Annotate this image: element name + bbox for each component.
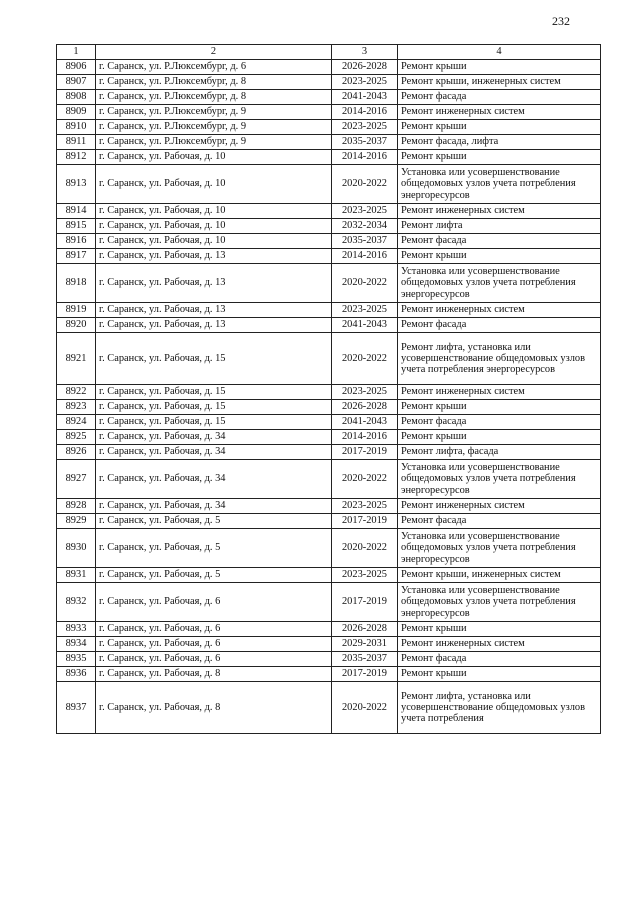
row-address: г. Саранск, ул. Рабочая, д. 34	[96, 460, 332, 499]
row-work-type: Ремонт инженерных систем	[398, 105, 601, 120]
row-number: 8914	[57, 204, 96, 219]
row-number: 8935	[57, 652, 96, 667]
row-number: 8927	[57, 460, 96, 499]
row-period: 2035-2037	[332, 234, 398, 249]
table-row	[57, 583, 601, 622]
row-period: 2041-2043	[332, 90, 398, 105]
table-row	[57, 637, 601, 652]
row-number: 8925	[57, 430, 96, 445]
row-period: 2023-2025	[332, 75, 398, 90]
row-work-type: Установка или усовершенствование общедомовых узлов учета потребления энергоресурсов	[398, 165, 601, 204]
row-work-type: Установка или усовершенствование общедомовых узлов учета потребления энергоресурсов	[398, 460, 601, 499]
row-work-type: Ремонт инженерных систем	[398, 385, 601, 400]
row-work-type: Установка или усовершенствование общедомовых узлов учета потребления энергоресурсов	[398, 264, 601, 303]
row-work-type: Ремонт лифта, установка или усовершенствование общедомовых узлов учета потребления энергоресурсов	[398, 333, 601, 385]
row-address: г. Саранск, ул. Рабочая, д. 8	[96, 682, 332, 734]
table-row	[57, 333, 601, 385]
row-address: г. Саранск, ул. Р.Люксембург, д. 8	[96, 75, 332, 90]
row-work-type: Ремонт крыши	[398, 150, 601, 165]
row-period: 2035-2037	[332, 135, 398, 150]
row-number: 8934	[57, 637, 96, 652]
row-work-type: Ремонт крыши, инженерных систем	[398, 568, 601, 583]
row-work-type: Ремонт фасада, лифта	[398, 135, 601, 150]
row-number: 8931	[57, 568, 96, 583]
row-address: г. Саранск, ул. Рабочая, д. 10	[96, 219, 332, 234]
row-work-type: Ремонт крыши	[398, 60, 601, 75]
row-work-type: Ремонт фасада	[398, 652, 601, 667]
row-number: 8908	[57, 90, 96, 105]
row-work-type: Ремонт крыши	[398, 120, 601, 135]
table-row	[57, 318, 601, 333]
row-address: г. Саранск, ул. Рабочая, д. 13	[96, 318, 332, 333]
row-work-type: Ремонт лифта, фасада	[398, 445, 601, 460]
row-work-type: Ремонт фасада	[398, 90, 601, 105]
table-row	[57, 622, 601, 637]
row-period: 2014-2016	[332, 249, 398, 264]
row-work-type: Ремонт лифта, установка или усовершенствование общедомовых узлов учета потребления	[398, 682, 601, 734]
row-period: 2017-2019	[332, 514, 398, 529]
column-header-address: 2	[96, 45, 332, 60]
row-work-type: Ремонт фасада	[398, 514, 601, 529]
row-work-type: Ремонт крыши	[398, 622, 601, 637]
table-row	[57, 667, 601, 682]
row-number: 8906	[57, 60, 96, 75]
row-number: 8930	[57, 529, 96, 568]
row-work-type: Ремонт крыши	[398, 667, 601, 682]
works-table	[56, 44, 601, 734]
row-period: 2020-2022	[332, 460, 398, 499]
row-period: 2041-2043	[332, 318, 398, 333]
page-number: 232	[552, 14, 570, 28]
row-address: г. Саранск, ул. Рабочая, д. 13	[96, 303, 332, 318]
row-address: г. Саранск, ул. Рабочая, д. 15	[96, 385, 332, 400]
row-number: 8933	[57, 622, 96, 637]
row-address: г. Саранск, ул. Рабочая, д. 34	[96, 445, 332, 460]
row-work-type: Ремонт инженерных систем	[398, 204, 601, 219]
row-number: 8926	[57, 445, 96, 460]
row-number: 8911	[57, 135, 96, 150]
row-period: 2017-2019	[332, 667, 398, 682]
table-row	[57, 90, 601, 105]
row-work-type: Ремонт инженерных систем	[398, 499, 601, 514]
row-period: 2041-2043	[332, 415, 398, 430]
row-period: 2026-2028	[332, 60, 398, 75]
row-number: 8917	[57, 249, 96, 264]
row-period: 2014-2016	[332, 150, 398, 165]
row-address: г. Саранск, ул. Рабочая, д. 13	[96, 249, 332, 264]
row-number: 8928	[57, 499, 96, 514]
row-period: 2023-2025	[332, 204, 398, 219]
row-address: г. Саранск, ул. Рабочая, д. 10	[96, 165, 332, 204]
row-number: 8936	[57, 667, 96, 682]
row-number: 8913	[57, 165, 96, 204]
row-work-type: Установка или усовершенствование общедомовых узлов учета потребления энергоресурсов	[398, 583, 601, 622]
row-address: г. Саранск, ул. Рабочая, д. 10	[96, 150, 332, 165]
row-number: 8929	[57, 514, 96, 529]
table-row	[57, 430, 601, 445]
table-row	[57, 120, 601, 135]
table-row	[57, 385, 601, 400]
row-period: 2023-2025	[332, 385, 398, 400]
row-number: 8921	[57, 333, 96, 385]
table-row	[57, 150, 601, 165]
row-address: г. Саранск, ул. Рабочая, д. 6	[96, 583, 332, 622]
table-row	[57, 400, 601, 415]
row-address: г. Саранск, ул. Рабочая, д. 5	[96, 514, 332, 529]
row-work-type: Ремонт крыши, инженерных систем	[398, 75, 601, 90]
table-row	[57, 204, 601, 219]
column-header-period: 3	[332, 45, 398, 60]
row-address: г. Саранск, ул. Рабочая, д. 6	[96, 637, 332, 652]
row-number: 8912	[57, 150, 96, 165]
row-address: г. Саранск, ул. Рабочая, д. 15	[96, 333, 332, 385]
table-row	[57, 445, 601, 460]
table-row	[57, 165, 601, 204]
row-address: г. Саранск, ул. Р.Люксембург, д. 8	[96, 90, 332, 105]
row-period: 2017-2019	[332, 445, 398, 460]
row-work-type: Ремонт крыши	[398, 400, 601, 415]
row-address: г. Саранск, ул. Рабочая, д. 10	[96, 234, 332, 249]
table-row	[57, 249, 601, 264]
row-period: 2020-2022	[332, 165, 398, 204]
row-period: 2026-2028	[332, 622, 398, 637]
row-period: 2017-2019	[332, 583, 398, 622]
table-row	[57, 234, 601, 249]
row-work-type: Ремонт крыши	[398, 249, 601, 264]
column-header-work: 4	[398, 45, 601, 60]
row-period: 2035-2037	[332, 652, 398, 667]
row-period: 2026-2028	[332, 400, 398, 415]
row-address: г. Саранск, ул. Рабочая, д. 6	[96, 652, 332, 667]
row-number: 8924	[57, 415, 96, 430]
table-row	[57, 499, 601, 514]
row-period: 2032-2034	[332, 219, 398, 234]
row-address: г. Саранск, ул. Р.Люксембург, д. 9	[96, 120, 332, 135]
row-number: 8907	[57, 75, 96, 90]
row-period: 2020-2022	[332, 529, 398, 568]
row-period: 2023-2025	[332, 568, 398, 583]
table-row	[57, 514, 601, 529]
row-number: 8937	[57, 682, 96, 734]
table-row	[57, 105, 601, 120]
table-row	[57, 60, 601, 75]
row-period: 2023-2025	[332, 303, 398, 318]
row-address: г. Саранск, ул. Рабочая, д. 15	[96, 415, 332, 430]
row-address: г. Саранск, ул. Рабочая, д. 6	[96, 622, 332, 637]
row-period: 2014-2016	[332, 430, 398, 445]
row-address: г. Саранск, ул. Рабочая, д. 34	[96, 499, 332, 514]
row-address: г. Саранск, ул. Рабочая, д. 15	[96, 400, 332, 415]
row-period: 2029-2031	[332, 637, 398, 652]
table-row	[57, 75, 601, 90]
row-address: г. Саранск, ул. Р.Люксембург, д. 9	[96, 105, 332, 120]
row-number: 8919	[57, 303, 96, 318]
table-row	[57, 219, 601, 234]
row-period: 2020-2022	[332, 333, 398, 385]
row-address: г. Саранск, ул. Рабочая, д. 8	[96, 667, 332, 682]
row-work-type: Ремонт лифта	[398, 219, 601, 234]
table-row	[57, 529, 601, 568]
row-work-type: Ремонт крыши	[398, 430, 601, 445]
row-work-type: Ремонт фасада	[398, 318, 601, 333]
table-row	[57, 682, 601, 734]
row-period: 2020-2022	[332, 264, 398, 303]
row-period: 2020-2022	[332, 682, 398, 734]
table-row	[57, 460, 601, 499]
row-address: г. Саранск, ул. Рабочая, д. 10	[96, 204, 332, 219]
row-number: 8932	[57, 583, 96, 622]
row-address: г. Саранск, ул. Рабочая, д. 34	[96, 430, 332, 445]
row-work-type: Установка или усовершенствование общедомовых узлов учета потребления энергоресурсов	[398, 529, 601, 568]
row-number: 8923	[57, 400, 96, 415]
row-period: 2014-2016	[332, 105, 398, 120]
table-row	[57, 652, 601, 667]
column-header-number: 1	[57, 45, 96, 60]
table-body	[57, 60, 601, 734]
row-work-type: Ремонт инженерных систем	[398, 637, 601, 652]
row-period: 2023-2025	[332, 499, 398, 514]
row-address: г. Саранск, ул. Рабочая, д. 13	[96, 264, 332, 303]
row-address: г. Саранск, ул. Р.Люксембург, д. 6	[96, 60, 332, 75]
row-number: 8910	[57, 120, 96, 135]
row-number: 8915	[57, 219, 96, 234]
table-header-row	[57, 45, 601, 60]
row-number: 8918	[57, 264, 96, 303]
row-period: 2023-2025	[332, 120, 398, 135]
row-number: 8916	[57, 234, 96, 249]
row-number: 8922	[57, 385, 96, 400]
row-work-type: Ремонт фасада	[398, 234, 601, 249]
row-number: 8909	[57, 105, 96, 120]
table-row	[57, 415, 601, 430]
row-number: 8920	[57, 318, 96, 333]
row-address: г. Саранск, ул. Р.Люксембург, д. 9	[96, 135, 332, 150]
row-address: г. Саранск, ул. Рабочая, д. 5	[96, 568, 332, 583]
row-work-type: Ремонт инженерных систем	[398, 303, 601, 318]
table-row	[57, 264, 601, 303]
table-row	[57, 568, 601, 583]
row-work-type: Ремонт фасада	[398, 415, 601, 430]
table-row	[57, 303, 601, 318]
table-row	[57, 135, 601, 150]
row-address: г. Саранск, ул. Рабочая, д. 5	[96, 529, 332, 568]
